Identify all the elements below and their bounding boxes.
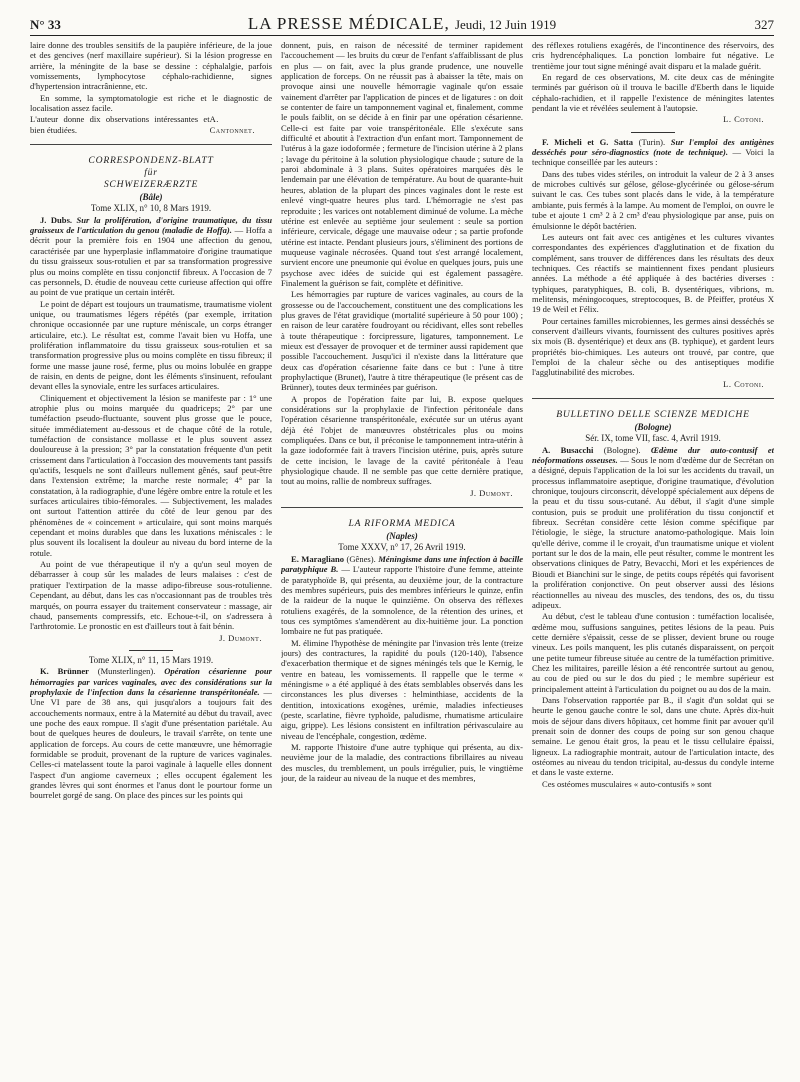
paragraph: M. élimine l'hypothèse de méningite par l'invasion très lente (treize jours) des contractures, la rapidité du pouls (120-140), l'absence d'exacerbation thermique et de signes méningés tels que le Kernig, le ventre en bateau, les vomissements. Il rappelle que le terme « méningisme » a été appliqué à des états semblables observés dans les circonstances les plus diverses : helminthiase, accidents de la dentition, intoxications exogènes, urémie, maladies infectieuses (peste, scarlatine, fièvre typhoïde, paludisme, rhumatisme articulaire aigu, grippe). Les lésions consistent en infiltration périvasculaire au niveau de l'encéphale, congestion, œdème. bbox=[281, 637, 523, 741]
signature: J. Dumont. bbox=[219, 632, 262, 643]
article-columns bbox=[30, 40, 774, 1076]
paragraph: Au point de vue thérapeutique il n'y a qu'un seul moyen de débarrasser à coup sûr les malades de leurs malaises : c'est de pratiquer l'extirpation de la masse adipo-fibreuse sous-rotulienne. Cependant, au début, dans les cas n'occasionnant pas de troubles très marqués, on pourra essayer du traitement conservateur : massage, air chaud, pansements compressifs, etc. Echoue-t-il, on s'adressera à l'arthrotomie. Le pronostic en est d'ailleurs tout à fait bénin. bbox=[30, 559, 272, 632]
article-affiliation: (Bologne). bbox=[603, 444, 641, 455]
journal-name: LA PRESSE MÉDICALE, bbox=[247, 14, 450, 33]
article-text: — Voici la technique conseillée par les auteurs : bbox=[532, 147, 774, 168]
tome-info: Tome XXXV, n° 17, 26 Avril 1919. bbox=[338, 542, 466, 553]
publication-city: (Bâle) bbox=[139, 192, 163, 203]
article-author: F. Micheli et G. Satta bbox=[542, 136, 633, 147]
tome-info: Tome XLIX, n° 11, 15 Mars 1919. bbox=[88, 654, 214, 665]
paragraph: En somme, la symptomatologie est riche et le diagnostic de localisation assez facile. bbox=[30, 92, 272, 114]
paragraph: Les auteurs ont fait avec ces antigènes et les cultures vivantes correspondantes des expériences d'agglutination et de fixation du complément, sans trouver de différences dans les résultats des deux techniques. Ces réactifs se maintiennent fixes pendant plusieurs années. La méthode a été appliquée à des bactéries diverses : typhiques, paratyphiques, B. coli, B. dysentériques, vibrions, m. melitensis, méningocoques, streptocoques, B. de Pfeiffer, protéus X 19 de Weil et Félix. bbox=[532, 231, 774, 315]
section-divider bbox=[281, 507, 523, 508]
signature: J. Dumont. bbox=[470, 487, 513, 498]
section-divider bbox=[30, 144, 272, 145]
article-author: E. Maragliano bbox=[291, 553, 345, 564]
article-text: — Hoffa a décrit pour la première fois en 1904 une affection du genou, caractérisée par une hyperplasie inflammatoire d'origine traumatique du tissu graisseux sous-rotulien et par sa transformation progressive plus ou moins complète en tissu conjonctif fibreux. A l'occasion de 7 cas personnels, D. étudie de nouveau cette curieuse affection qui offre au point de vue pratique un certain intérêt. bbox=[30, 225, 272, 298]
article-abstract bbox=[532, 137, 774, 168]
article-title: Méningisme dans une infection à bacille paratyphique B. bbox=[281, 553, 523, 575]
tome-info: Tome XLIX, n° 10, 8 Mars 1919. bbox=[90, 203, 212, 214]
article-abstract bbox=[532, 445, 774, 611]
article-abstract bbox=[281, 554, 523, 637]
article-title: Opération césarienne pour hémorragies par varices vaginales, avec des considérations sur la prophylaxie de l'infection dans la césarienne transpéritonéale. bbox=[30, 666, 272, 697]
page-header bbox=[30, 14, 774, 36]
article-divider bbox=[631, 132, 675, 133]
section-divider bbox=[532, 398, 774, 399]
paragraph: Pour certaines familles microbiennes, les germes ainsi desséchés se conservent d'ailleurs vivants, fournissent des cultures positives après six mois (B. dysentérique) et deux ans (B. typhique), et gardent leurs propriétés bio-chimiques. Les auteurs ont trouvé, par contre, que l'emploi de la chaleur sèche ou des antiseptiques modifie l'agglutinabilité des microbes. bbox=[532, 315, 774, 378]
article-author: A. Busacchi bbox=[542, 444, 594, 455]
signature: A. Cantonnet. bbox=[209, 114, 255, 135]
column-2 bbox=[281, 40, 523, 1076]
paragraph: donnent, puis, en raison de nécessité de terminer rapidement l'accouchement — les bruits du cœur de l'enfant s'affaiblissant de plus en plus — on fait, avec la plus grande prudence, une nouvelle application de forceps. On ne réussit pas à abaisser la tête, mais on provoque ainsi une nouvelle hémorragie vaginale qu'on essaie vainement d'arrêter par l'application de pinces et de ligatures : on doit se contenter de faire un tamponnement vaginal et, finalement, comme le pouls faiblit, on se décide à en finir par une opération césarienne. Celle-ci est faite par voie transpéritonéale. Elle s'exécute sans difficulté et aboutit à l'extraction d'un enfant mort. Tamponnement de l'utérus à la gaze iodoformée ; fermeture de l'incision utérine à 2 plans ; lavage du péritoine à la solution physiologique chaude ; suture de la paroi abdominale à 3 plans. Suites opératoires marquées dès le lendemain par une élévation de température. Au bout de quarante-huit heures, ablation de la plupart des pinces vaginales dont le reste est enlevé vingt-quatre heures plus tard. L'hémorragie ne s'est pas reproduite ; les varices ont notablement diminué de volume. La mèche utérine est enlevée au septième jour seulement : seule sa portion inférieure, cervicale, dégage une mauvaise odeur ; sa partie profonde utérine est intacte. Pendant plusieurs jours, s'éliminent des portions de muqueuse vaginale nécrosées. Quand tout s'est arrangé localement, survient encore une pneumonie qui évolue en quelques jours, puis une psychose avec idées de suicide qui est également passagère. Finalement la guérison se fait, complète et définitive. bbox=[281, 40, 523, 288]
paragraph: L'auteur donne dix observations intéressantes et bien étudiées. bbox=[30, 114, 210, 135]
paragraph: A propos de l'opération faite par lui, B. expose quelques considérations sur la prophylaxie de l'infection péritonéale dans l'opération césarienne transpéritonéale, exécutée sur un utérus ayant déjà été l'objet de manœuvres obstétricales plus ou moins compliquées. Dans ce but, il préconise le tamponnement intra-utérin à la gaze iodoformée fait à travers l'incision utérine, puis, après suture de cette incision, le lavage de la cavité péritonéale à l'eau physiologique chaude. Il ne semble pas que cette dernière pratique, tout au moins, rallie de nombreux suffrages. bbox=[281, 393, 523, 487]
publication-city: (Naples) bbox=[386, 531, 418, 542]
issue-date: Jeudi, 12 Juin 1919 bbox=[454, 17, 557, 32]
paragraph: laire donne des troubles sensitifs de la paupière inférieure, de la joue et des gencives (nerf maxillaire supérieur). Si la lésion progresse en arrière, la méningite de la base se dessine : céphalalgie, parfois vomissements, lymphocytose céphalo-rachidienne, signes d'hypertension intracrânienne, etc. bbox=[30, 40, 272, 92]
publication-title: BULLETINO DELLE SCIENZE MEDICHE bbox=[556, 409, 750, 420]
article-text: — Sous le nom d'œdème dur de Secrétan on a désigné, depuis l'application de la loi sur les accidents du travail, un processus inflammatoire aseptique, d'origine traumatique, d'évolution chronique, toujours circonscrit, développé spécialement aux dépens de la peau et du tissu sous-cutané. Au début, il s'agit d'une simple contusion, puis se produit une prolifération du tissu conjonctif et fibreux. Secrétan considère cette lésion comme spécifique par l'étiologie, le siège, la structure anatomo-pathologique. Mais loin qu'elle dérive, comme il le croyait, d'un traumatisme unique et violent portant sur le dos de la main, elle peut résulter, comme le montrent les observations cliniques de Patry, Bevacchi, Mori et les expériences de Bioudi et Bianchini sur le singe, de petits coups répétés qui favorisent la prolifération conjonctive. On peut observer aussi des lésions réactionnelles au niveau des muscles, des tendons, des os, du tissu adipeux. bbox=[532, 455, 774, 610]
article-abstract bbox=[30, 215, 272, 298]
column-1 bbox=[30, 40, 272, 1076]
paragraph: Cliniquement et objectivement la lésion se manifeste par : 1° une atrophie plus ou moins marquée du quadriceps; 2° par une tuméfaction pseudo-fluctuante, souvent plus grosse que le pouce, située immédiatement au-dessous et de chaque côté de la rotule, tuméfaction de consistance mollasse et le plus souvent assez douloureuse à la pression; 3° par la constatation fréquente d'un petit crissement dans l'articulation à l'occasion des mouvements tant passifs qu'actifs, lesquels ne sont d'ailleurs nullement gênés, sauf peut-être dans l'extension extrême; la marche reste normale; 4° par la constatation, à la radiographie, d'une légère ombre entre la rotule et les surfaces articulaires tibio-fémorales. — Subjectivement, les malades ont surtout l'attention attirée du côté de leur genou par des phénomènes de « coincement » articulaire, qui sont moins marqués cependant et moins durables que dans les luxations méniscales : le plus souvent ils localisent la douleur au niveau du bord interne de la rotule. bbox=[30, 392, 272, 558]
article-affiliation: (Gênes). bbox=[346, 553, 376, 564]
paragraph: En regard de ces observations, M. cite deux cas de méningite terminés par guérison où il trouva le bacille d'Eberth dans le liquide céphalo-rachidien, et il rappelle l'existence de méningites latentes pendant la vie et révélées seulement à l'autopsie. bbox=[532, 72, 774, 114]
article-affiliation: (Turin). bbox=[638, 136, 666, 147]
paragraph: Dans des tubes vides stériles, on introduit la valeur de 2 à 3 anses de microbes cultivés sur gélose, gélose-glycérinée ou gélose-sérum suivant le cas. Ces tubes sont placés dans le vide, à la température ambiante, puis fermés à la lampe. Au moment de l'emploi, on ouvre le tube et ajoute 1 cm³ 2 à 2 cm³ d'eau physiologique par anse, puis on émulsionne le dépôt bactérien. bbox=[532, 168, 774, 231]
publication-title-line: CORRESPONDENZ-BLATT bbox=[88, 155, 214, 167]
paragraph: Le point de départ est toujours un traumatisme, traumatisme violent unique, ou traumatismes légers répétés (par exemple, irritation chronique occasionnée par une rupture méniscale, un corps étranger articulaire, etc.). Le résultat est, comme l'avait bien vu Hoffa, une prolifération inflammatoire du tissu graisseux sous-rotulien et sa transformation progressive plus ou moins complète en tissu fibreux; il forme une masse jaune rosé, ferme, plus ou moins lobulée en grappe de raisin, en dents de peigne, dont les éléments s'insinuent, refoulant devant elles la synoviale, entre les surfaces articulaires. bbox=[30, 298, 272, 392]
publication-title-line: für bbox=[144, 167, 158, 179]
article-author: K. Brünner bbox=[40, 666, 89, 677]
tome-info: Sér. IX, tome VII, fasc. 4, Avril 1919. bbox=[585, 433, 721, 444]
article-text: — L'auteur rapporte l'histoire d'une femme, atteinte de paratyphoïde B, qui présenta, au deuxième jour, de la contracture des membres supérieurs, puis des membres inférieurs le quinze, enfin de la raideur de la nuque le quinzième. On observa des réflexes rotuliens exagérés, de la somnolence, de la rétention des urines, et tous ces symptômes s'amendèrent au dix-huitième jour. La ponction lombaire ne fut pas pratiquée. bbox=[281, 564, 523, 637]
page-number-left: N° 33 bbox=[30, 17, 61, 32]
signature: L. Cotoni. bbox=[723, 114, 764, 125]
column-3 bbox=[532, 40, 774, 1076]
publication-title-line: SCHWEIZERÆRZTE bbox=[103, 179, 199, 191]
article-author: J. Dubs. bbox=[40, 214, 73, 225]
article-text: — Une VI pare de 38 ans, qui jusqu'alors a toujours fait des accouchements normaux, entre à la Maternité au début du travail, avec une poche des eaux rompue. Il s'agit d'une présentation pariétale. Au bout de quelques heures de douleurs, le travail s'arrête, on tente une application de forceps. Au cours de cette manœuvre, une hémorragie formidable se produit, provenant de la rupture de varices vaginales. Celles-ci matelassent toute la paroi vaginale à laquelle elles donnent l'aspect d'un angiome caverneux ; elles occupent également les grandes lèvres qui sont énormes et l'anus dont le pourtour forme un bourrelet gorgé de sang. On place des pinces sur les points qui bbox=[30, 686, 272, 801]
paragraph-with-signature bbox=[30, 114, 272, 135]
paragraph: Au début, c'est le tableau d'une contusion : tuméfaction localisée, œdème mou, suffusions sanguines, petites lésions de la peau. Puis cette dernière s'épaissit, cesse de se plisser, devient brune ou rouge vineux. Les poils manquent, les plis cutanés disparaissent, on perçoit une petite tumeur fibreuse située au centre de la tuméfaction primitive. Chez les militaires, pareille lésion a été rencontrée surtout au genou, au cou de pied ou sur le dos du pied ; le membre supérieur est principalement atteint à l'articulation du poignet ou au dos de la main. bbox=[532, 611, 774, 694]
publication-title: LA RIFORMA MEDICA bbox=[348, 518, 456, 530]
article-affiliation: (Munsterlingen). bbox=[97, 666, 156, 677]
article-divider bbox=[129, 650, 173, 651]
signature: L. Cotoni. bbox=[723, 378, 764, 389]
paragraph: Les hémorragies par rupture de varices vaginales, au cours de la grossesse ou de l'accouchement, constituent une des complications les plus graves de l'état gravidique (mortalité supérieure à 50 pour 100) ; en raison de leur caratère foudroyant ou récidivant, elles sont rebelles à toute thérapeutique : forcipressure, ligatures, tamponnement. Le mieux est d'essayer de provoquer et de terminer aussi rapidement que possible l'accouchement. Jusqu'ici il n'existe dans la littérature que deux cas d'opération césarienne faite dans ce but : l'une à titre prophylactique (Brunet), l'autre à titre thérapeutique (le présent cas de Brünner), toutes deux terminées par guérison. bbox=[281, 289, 523, 393]
publication-title bbox=[30, 155, 272, 191]
page-number-right: 327 bbox=[754, 17, 774, 32]
article-title: Sur la prolifération, d'origine traumatique, du tissu graisseux de l'articulation du genou (maladie de Hoffa). bbox=[30, 214, 272, 236]
article-title: Sur l'emploi des antigènes desséchés pour séro-diagnostics (note de technique). bbox=[532, 136, 774, 158]
journal-title bbox=[110, 14, 694, 34]
article-abstract bbox=[30, 666, 272, 800]
publication-city: (Bologne) bbox=[634, 422, 672, 432]
paragraph: M. rapporte l'histoire d'une autre typhique qui présenta, au dix-neuvième jour de la maladie, des contractions fibrillaires au niveau des muscles, du tremblement, un pouls irrégulier, puis, le vingtième jour, de la raideur au niveau de la nuque et des membres, bbox=[281, 742, 523, 784]
paragraph: Ces ostéomes musculaires « auto-contusifs » sont bbox=[542, 778, 712, 789]
article-title: Œdème dur auto-contusif et néoformations osseuses. bbox=[532, 444, 774, 466]
paragraph: Dans l'observation rapportée par B., il s'agit d'un soldat qui se heurte le genou gauche contre le sol, dans une chute. Après dix-huit mois de séjour dans divers hôpitaux, cet homme finit par avouer qu'il prenait soin de donner des coups de poing sur son genou chaque semaine. Le genou était gros, la peau et le tissu cellulaire épaissi, ligneux. La radiographie montrait, autour de l'articulation intacte, des ostéomes au niveau du tendon tricipital, au-dessus du condyle interne et dans le vaste externe. bbox=[532, 694, 774, 778]
paragraph: des réflexes rotuliens exagérés, de l'incontinence des réservoirs, des cris hydrencéphaliques. La ponction lombaire fut négative. Le trentième jour tout signe méningé avait disparu et la malade guérit. bbox=[532, 40, 774, 71]
